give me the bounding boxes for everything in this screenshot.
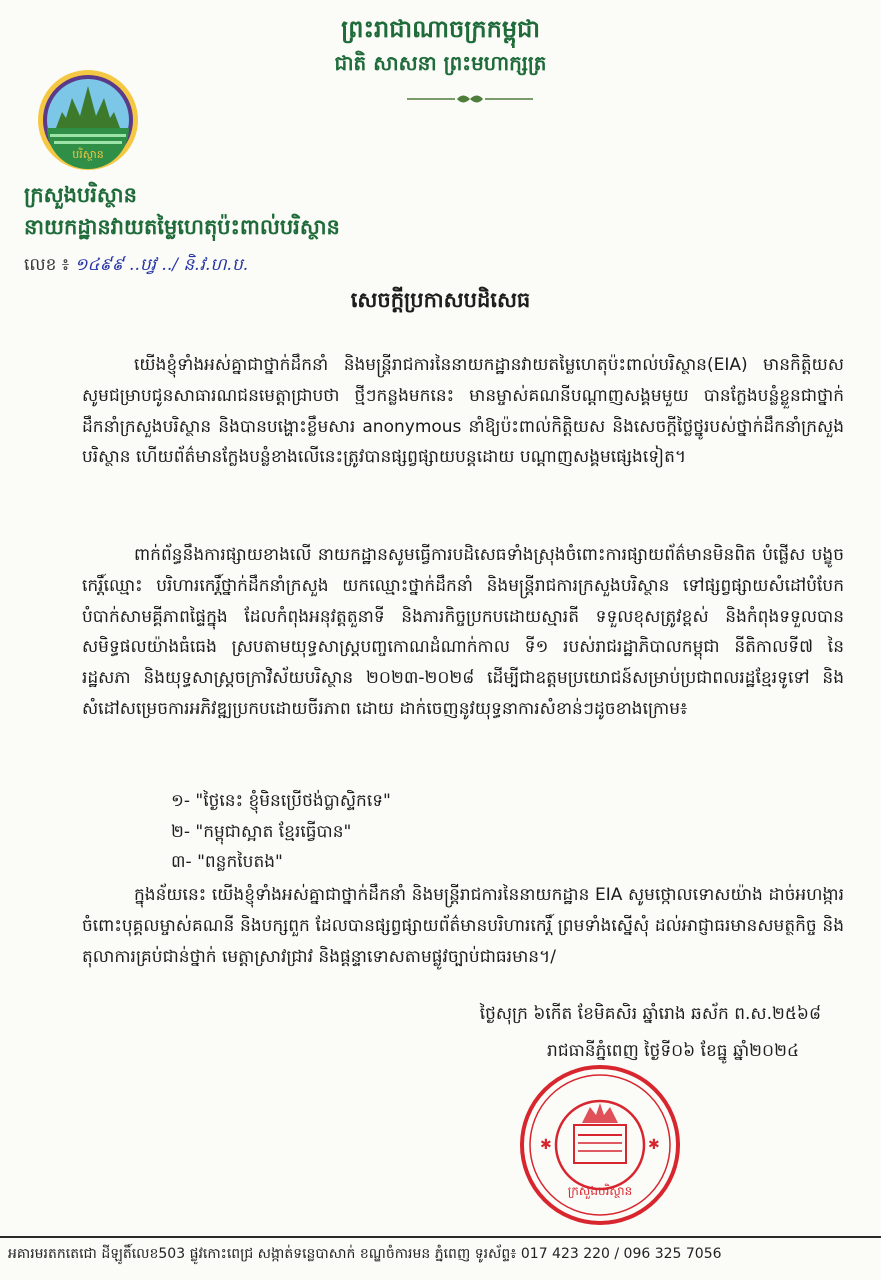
paragraph-text: យើងខ្ញុំទាំងអស់គ្នាជាថ្នាក់ដឹកនាំ និងមន្ត្រីរាជការនៃនាយកដ្ឋានវាយតម្លៃហេតុប៉ះពាល់បរិស្ថាន(EIA) មានកិត្តិយសសូមជម្រាបជូនសាធារណជនមេត្តាជ្រាបថា ថ្មីៗកន្លងមកនេះ មានម្ចាស់គណនីបណ្តាញសង្គមមួយ បានក្លែងបន្លំខ្លួនជាថ្នាក់ដឹកនាំក្រសួងបរិស្ថាន និងបានបង្ហោះខ្លឹមសារ anonymous នាំឱ្យប៉ះពាល់កិត្តិយស និងសេចក្តីថ្លៃថ្នូរបស់ថ្នាក់ដឹកនាំក្រសួងបរិស្ថាន ហើយព័ត៌មានក្លែងបន្លំខាងលើនេះត្រូវបានផ្សព្វផ្សាយបន្តដោយ បណ្តាញសង្គមផ្សេងទៀត។ [82,355,844,468]
paragraph-intro [82,350,844,473]
paragraph-text: ពាក់ព័ន្ធនឹងការផ្សាយខាងលើ នាយកដ្ឋានសូមធ្វើការបដិសេធទាំងស្រុងចំពោះការផ្សាយព័ត៌មានមិនពិត បំផ្លើស បង្ខូចកេរ្តិ៍ឈ្មោះ បរិហារកេរ្តិ៍ថ្នាក់ដឹកនាំក្រសួង យកឈ្មោះថ្នាក់ដឹកនាំ និងមន្ត្រីរាជការក្រសួងបរិស្ថាន ទៅផ្សព្វផ្សាយសំដៅបំបែកបំបាក់សាមគ្គីភាពផ្ទៃក្នុង ដែលកំពុងអនុវត្តតួនាទី និងភារកិច្ចប្រកបដោយស្មារតី ទទួលខុសត្រូវខ្ពស់ និងកំពុងទទួលបានសមិទ្ធផលយ៉ាងធំធេង ស្របតាមយុទ្ធសាស្ត្របញ្ចកោណដំណាក់កាល ទី១ របស់រាជរដ្ឋាភិបាលកម្ពុជា នីតិកាលទី៧ នៃរដ្ឋសភា និងយុទ្ធសាស្ត្រចក្រាវិស័យបរិស្ថាន ២០២៣-២០២៨ ដើម្បីជាឧត្តមប្រយោជន៍សម្រាប់ប្រជាពលរដ្ឋខ្មែរទូទៅ និងសំដៅសម្រេចការអភិវឌ្ឍប្រកបដោយចីរភាព ដោយ ដាក់ចេញនូវយុទ្ធនាការសំខាន់ៗដូចខាងក្រោម៖ [82,545,844,719]
ministry-name: ក្រសួងបរិស្ថាន [24,182,137,207]
campaign-item: ៣- "ពន្លកបៃតង" [171,852,283,872]
official-seal-icon [518,1063,682,1227]
campaign-item: ២- "កម្ពុជាស្អាត ខ្មែរធ្វើបាន" [171,821,352,842]
footer-address: អគារមរតកតេជោ ដីឡូតិ៍លេខ503 ផ្លូវកោះពេជ្រ សង្កាត់ទន្លេបាសាក់ ខណ្ឌចំការមន ភ្នំពេញ ទូរស័ព្ទ៖ 017 423 220 / 096 325 7056 [8,1246,722,1262]
paragraph-rejection [82,540,844,725]
ministry-environment-logo-icon [36,68,140,172]
svg-text:✱: ✱ [540,1137,552,1153]
logo-text: បរិស្ថាន [72,148,104,161]
reference-number [24,254,248,279]
reference-label: លេខ ៖ [24,255,70,275]
solar-date: រាជធានីភ្នំពេញ ថ្ងៃទី០៦ ខែធ្នូ ឆ្នាំ២០២៤ [547,1041,799,1061]
footer-divider [0,1236,881,1238]
seal-text: ក្រសួងបរិស្ថាន [567,1184,633,1198]
ornament-divider-icon [405,91,535,107]
kingdom-title: ព្រះរាជាណាចក្រកម្ពុជា [341,14,540,43]
department-name: នាយកដ្ឋានវាយតម្លៃហេតុប៉ះពាល់បរិស្ថាន [24,214,340,239]
paragraph-text: ក្នុងន័យនេះ យើងខ្ញុំទាំងអស់គ្នាជាថ្នាក់ដឹកនាំ និងមន្ត្រីរាជការនៃនាយកដ្ឋាន EIA សូមថ្កោលទោសយ៉ាង ដាច់អហង្ការចំពោះបុគ្គលម្ចាស់គណនី និងបក្សពួក ដែលបានផ្សព្វផ្សាយព័ត៌មានបរិហារកេរ្តិ៍ ព្រមទាំងស្នើសុំ ដល់អាជ្ញាធរមានសមត្ថកិច្ច និងតុលាការគ្រប់ជាន់ថ្នាក់ មេត្តាស្រាវជ្រាវ និងផ្តន្ទាទោសតាមផ្លូវច្បាប់ជាធរមាន។/ [82,885,844,967]
campaign-list [171,786,391,878]
campaign-item: ១- "ថ្ងៃនេះ ខ្ញុំមិនប្រើថង់ប្លាស្ទិកទេ" [171,791,391,811]
reference-value: ១៤៩៩ ..បវ្វ ../ និ.វ.ហ.ប. [74,255,249,275]
lunar-date: ថ្ងៃសុក្រ ៦កើត ខែមិគសិរ ឆ្នាំរោង ឆស័ក ព.ស.២៥៦៨ [479,1004,821,1024]
paragraph-condemnation [82,880,844,972]
national-motto: ជាតិ សាសនា ព្រះមហាក្សត្រ [334,51,547,75]
page-title: សេចក្តីប្រកាសបដិសេធ [350,287,531,312]
svg-text:✱: ✱ [648,1137,660,1153]
